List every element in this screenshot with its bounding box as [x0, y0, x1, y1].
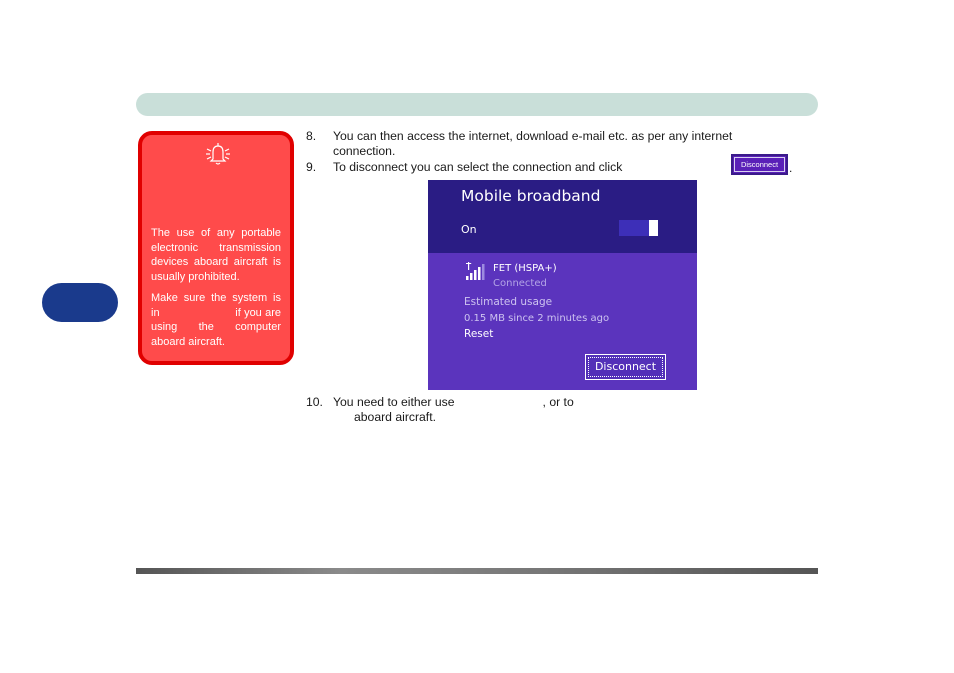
step-number: 9. — [306, 160, 317, 174]
warning-paragraph-1: The use of any portable electronic transmission devices aboard aircraft is usually prohibited. — [151, 227, 281, 283]
connection-name: FET (HSPA+) — [493, 263, 557, 274]
chapter-tab — [42, 283, 118, 322]
bell-icon — [204, 141, 232, 167]
usage-value: 0.15 MB since 2 minutes ago — [464, 313, 610, 324]
step-number: 8. — [306, 129, 317, 143]
usage-label: Estimated usage — [464, 296, 553, 308]
header-bar — [136, 93, 818, 116]
disconnect-inline-button: Disconnect — [731, 154, 788, 175]
toggle-label: On — [461, 223, 477, 236]
step-text-cont: aboard aircraft. — [354, 410, 436, 424]
reset-link[interactable]: Reset — [464, 328, 494, 340]
step-text: You can then access the internet, download e-mail etc. as per any internet — [333, 129, 733, 143]
step-9-period: . — [789, 161, 793, 175]
step-text-cont: connection. — [333, 144, 396, 158]
warning-box — [138, 131, 294, 365]
signal-icon — [466, 262, 486, 280]
toggle-knob — [649, 220, 658, 236]
screenshot-title: Mobile broadband — [461, 187, 601, 205]
mobile-broadband-toggle[interactable] — [619, 220, 658, 236]
connection-panel[interactable] — [428, 253, 697, 390]
disconnect-button[interactable]: Disconnect — [585, 354, 666, 380]
mobile-broadband-screenshot — [428, 180, 697, 390]
footer-rule — [136, 568, 818, 574]
step-text: To disconnect you can select the connection and click — [333, 160, 623, 174]
warning-paragraph-2: Make sure the system is in if you are using the computer aboard aircraft. — [151, 292, 285, 348]
step-number: 10. — [306, 395, 323, 409]
connection-status: Connected — [493, 278, 547, 289]
step-text: You need to either use , or to — [333, 395, 574, 409]
